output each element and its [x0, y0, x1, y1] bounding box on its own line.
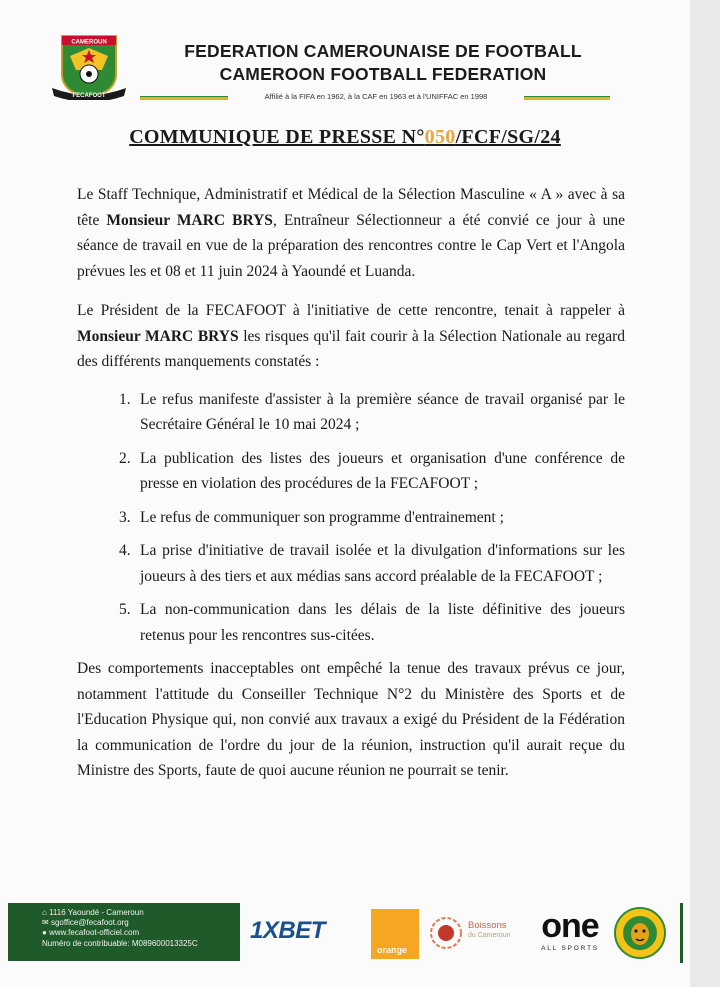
list-item-number: 3.: [119, 508, 131, 526]
orange-logo-text: orange: [377, 945, 408, 955]
p1-text-b: , Entraîneur Sélectionneur a été convié ce jour à une séance de travail en vue de la préparation des rencontres contre le Cap Vert et l'Angola prévues les et 08 et 11 juin 2024 à Yaoundé et Luanda.: [77, 211, 625, 280]
boissons-subtitle: du Cameroun: [468, 932, 511, 939]
list-item: [77, 538, 625, 589]
list-item: [77, 387, 625, 438]
lion-emblem-icon: [614, 907, 666, 959]
list-item-number: 2.: [119, 449, 131, 467]
sponsor-orange-logo: [371, 909, 419, 959]
list-item-text: La non-communication dans les délais de la liste définitive des joueurs retenus pour les rencontres sus-citées.: [140, 601, 625, 644]
affiliation-bar-right: [524, 96, 610, 100]
globe-icon: ●: [42, 928, 50, 938]
paragraph-3: Des comportements inacceptables ont empêché la tenue des travaux prévus ce jour, notamment l'attitude du Conseiller Technique N°2 du Ministère des Sports et de l'Education Physique qui, non convié aux travaux a exigé du Président de la Fédération la communication de l'ordre du jour de la réunion, instruction qu'il aurait reçue du Ministre des Sports, faute de quoi aucune réunion ne pourrait se tenir.: [77, 660, 625, 779]
list-item: [77, 597, 625, 648]
address-text: 1116 Yaoundé - Cameroun: [49, 908, 144, 917]
footer: [8, 903, 683, 966]
affiliation-text: Affilié à la FIFA en 1962, à la CAF en 1963 et à l'UNIFFAC en 1998: [264, 92, 488, 101]
logo-text-bottom: FECAFOOT: [72, 93, 106, 99]
paragraph-1: [77, 182, 625, 284]
federation-title-fr: FEDERATION CAMEROUNAISE DE FOOTBALL: [184, 41, 582, 61]
federation-title: [138, 40, 628, 86]
home-icon: ⌂: [42, 908, 50, 917]
fecafoot-logo: [50, 30, 128, 100]
logo-text-top: CAMEROUN: [71, 39, 107, 46]
communique-body: [77, 182, 625, 784]
list-item-number: 5.: [119, 601, 131, 618]
mail-icon: ✉: [42, 918, 51, 928]
affiliation-bar-left: [140, 96, 228, 100]
boissons-emblem-icon: [428, 913, 464, 953]
list-item-number: 4.: [119, 542, 131, 559]
p1-coach-name: Monsieur MARC BRYS: [106, 211, 273, 229]
email-line: [42, 918, 240, 928]
communique-prefix: COMMUNIQUE DE PRESSE N°: [129, 126, 425, 148]
list-item-number: 1.: [119, 390, 131, 408]
address-line: [42, 908, 240, 918]
list-item-text: La prise d'initiative de travail isolée et la divulgation d'informations sur les joueurs à des tiers et aux médias sans accord préalable de la FECAFOOT ;: [140, 542, 625, 585]
sponsor-boissons-logo: [428, 913, 528, 953]
p2-text-a: Le Président de la FECAFOOT à l'initiative de cette rencontre, tenait à rappeler à: [77, 302, 625, 319]
p2-text-b: les risques qu'il fait courir à la Sélection Nationale au regard des différents manquements constatés :: [77, 327, 625, 370]
p2-coach-name: Monsieur MARC BRYS: [77, 327, 239, 345]
contact-block: [8, 903, 240, 961]
sponsor-one-logo: [530, 907, 610, 952]
list-item-text: La publication des listes des joueurs et organisation d'une conférence de presse en violation des procédures de la FECAFOOT ;: [140, 449, 625, 492]
website-text[interactable]: www.fecafoot-officiel.com: [49, 928, 140, 938]
email-text[interactable]: sgoffice@fecafoot.org: [50, 918, 129, 928]
list-item-text: Le refus manifeste d'assister à la première séance de travail organisé par le Secrétaire Général le 10 mai 2024 ;: [140, 390, 625, 433]
taxpayer-line: Numéro de contribuable: M089600013325C: [42, 938, 198, 948]
one-logo-subtitle: ALL SPORTS: [541, 945, 599, 952]
boissons-text: [468, 921, 510, 941]
violations-list: [77, 387, 625, 649]
federation-title-en: CAMEROON FOOTBALL FEDERATION: [219, 64, 547, 84]
list-item: [77, 446, 625, 497]
communique-suffix: /FCF/SG/24: [455, 126, 561, 148]
one-logo-text: one: [541, 907, 599, 945]
website-line: [42, 928, 240, 938]
sponsor-1xbet-logo: 1XBET: [250, 917, 325, 944]
p1-text-a: Le Staff Technique, Administratif et Médical de la Sélection Masculine « A » avec à sa tête: [77, 186, 625, 229]
boissons-title: Boissons: [468, 920, 507, 931]
footer-divider: [680, 903, 683, 963]
affiliation-line: [140, 92, 610, 104]
communique-number: 050: [424, 126, 456, 148]
paragraph-2: [77, 298, 625, 375]
list-item-text: Le refus de communiquer son programme d'entrainement ;: [140, 508, 504, 526]
communique-title: [0, 126, 690, 149]
list-item: [77, 505, 625, 531]
